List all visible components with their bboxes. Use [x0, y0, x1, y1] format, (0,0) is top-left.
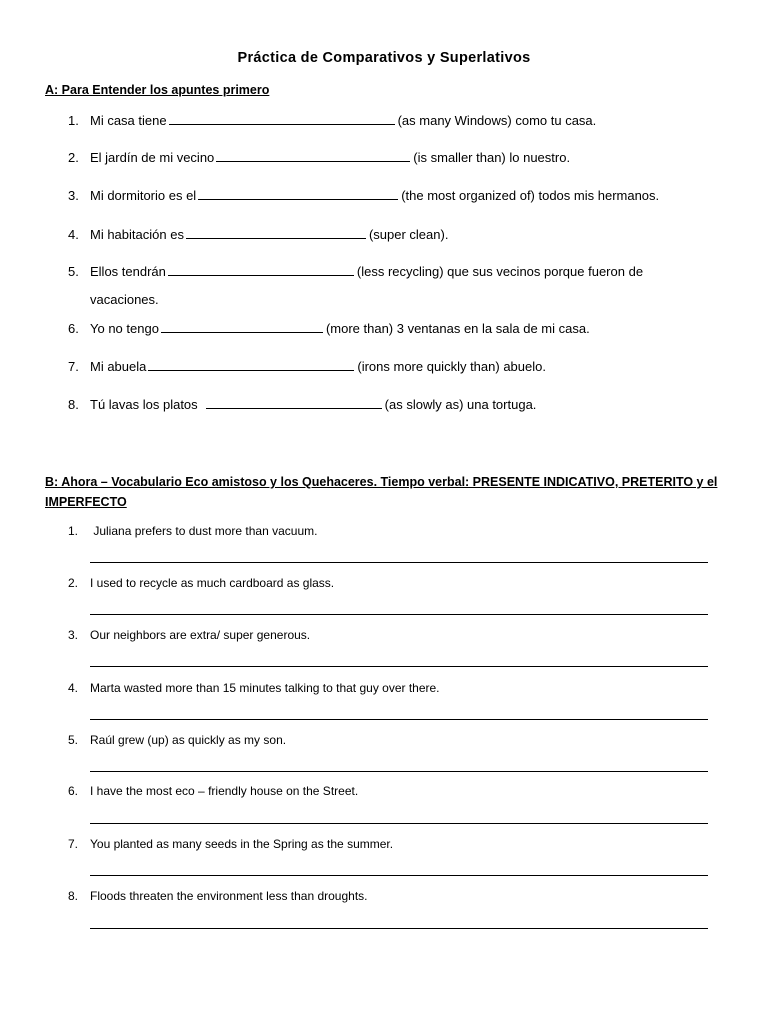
- answer-line[interactable]: [90, 666, 708, 667]
- section-b-item-7: [68, 836, 393, 852]
- item-text-before: Tú lavas los platos: [90, 397, 198, 412]
- section-b-heading: B: Ahora – Vocabulario Eco amistoso y los Quehaceres. Tiempo verbal: PRESENTE INDICATIVO, PRETERITO y el IMPERFECTO: [45, 475, 718, 509]
- answer-line[interactable]: [90, 875, 708, 876]
- worksheet-title: Práctica de Comparativos y Superlativos: [237, 50, 531, 66]
- item-text-before: Mi abuela: [90, 359, 147, 374]
- section-b-item-8: [68, 888, 368, 904]
- item-text: You planted as many seeds in the Spring as the summer.: [90, 837, 394, 851]
- answer-line[interactable]: [90, 562, 708, 563]
- fill-in-blank[interactable]: [148, 358, 354, 371]
- section-b-item-1: [68, 523, 317, 539]
- answer-line[interactable]: [90, 614, 708, 615]
- item-number: 1.: [68, 113, 79, 128]
- item-text-before: Mi habitación es: [90, 227, 184, 242]
- item-text-after: (as slowly as) una tortuga.: [384, 397, 537, 412]
- item-number: 1.: [68, 524, 79, 538]
- item-text-after: (more than) 3 ventanas en la sala de mi casa.: [325, 321, 590, 336]
- item-text: Floods threaten the environment less than droughts.: [90, 889, 368, 903]
- item-text-before: Yo no tengo: [90, 321, 159, 336]
- section-b-item-5: [68, 732, 286, 748]
- section-a-item-1: [68, 112, 596, 129]
- item-text-after: (super clean).: [368, 227, 449, 242]
- section-a-item-3: [68, 187, 659, 204]
- item-number: 6.: [68, 784, 79, 798]
- fill-in-blank[interactable]: [206, 396, 382, 409]
- item-text: I have the most eco – friendly house on the Street.: [90, 784, 359, 798]
- item-text: Our neighbors are extra/ super generous.: [90, 628, 311, 642]
- item-number: 4.: [68, 227, 79, 242]
- item-text-after: (is smaller than) lo nuestro.: [413, 150, 571, 165]
- answer-line[interactable]: [90, 823, 708, 824]
- item-number: 8.: [68, 889, 79, 903]
- item-number: 7.: [68, 837, 79, 851]
- fill-in-blank[interactable]: [168, 263, 354, 276]
- answer-line[interactable]: [90, 928, 708, 929]
- answer-line[interactable]: [90, 771, 708, 772]
- fill-in-blank[interactable]: [216, 149, 410, 162]
- item-text-after: (less recycling) que sus vecinos porque fueron de: [356, 264, 644, 279]
- item-number: 5.: [68, 264, 79, 279]
- item-text-before: Ellos tendrán: [90, 264, 166, 279]
- item-text: I used to recycle as much cardboard as glass.: [90, 576, 335, 590]
- fill-in-blank[interactable]: [161, 320, 323, 333]
- item-text-before: El jardín de mi vecino: [90, 150, 215, 165]
- item-text-after: (as many Windows) como tu casa.: [397, 113, 597, 128]
- section-a-item-7: [68, 358, 546, 375]
- fill-in-blank[interactable]: [186, 226, 366, 239]
- item-text-after: (the most organized of) todos mis hermanos.: [401, 188, 660, 203]
- item-number: 3.: [68, 188, 79, 203]
- item-text-before: Mi dormitorio es el: [90, 188, 197, 203]
- item-number: 8.: [68, 397, 79, 412]
- item-text: Juliana prefers to dust more than vacuum.: [90, 524, 318, 538]
- item-number: 4.: [68, 681, 79, 695]
- section-a-item-8: [68, 396, 536, 413]
- item-number: 2.: [68, 576, 79, 590]
- item-number: 5.: [68, 733, 79, 747]
- section-a-item-4: [68, 226, 448, 243]
- answer-line[interactable]: [90, 719, 708, 720]
- section-a-item-5: [68, 263, 643, 280]
- item-text-after: (irons more quickly than) abuelo.: [357, 359, 546, 374]
- fill-in-blank[interactable]: [198, 187, 398, 200]
- item-text-before: Mi casa tiene: [90, 113, 167, 128]
- section-b-item-3: [68, 627, 310, 643]
- item-number: 2.: [68, 150, 79, 165]
- fill-in-blank[interactable]: [169, 112, 395, 125]
- item-number: 3.: [68, 628, 79, 642]
- section-b-item-4: [68, 680, 440, 696]
- section-b-item-6: [68, 783, 358, 799]
- item-number: 7.: [68, 359, 79, 374]
- item-number: 6.: [68, 321, 79, 336]
- section-b-item-2: [68, 575, 334, 591]
- item-text: Marta wasted more than 15 minutes talking to that guy over there.: [90, 681, 440, 695]
- section-a-item-6: [68, 320, 590, 337]
- item-text: Raúl grew (up) as quickly as my son.: [90, 733, 287, 747]
- section-a-item-5-continuation: vacaciones.: [90, 292, 159, 307]
- section-a-item-2: [68, 149, 570, 166]
- section-a-heading: A: Para Entender los apuntes primero: [45, 83, 270, 97]
